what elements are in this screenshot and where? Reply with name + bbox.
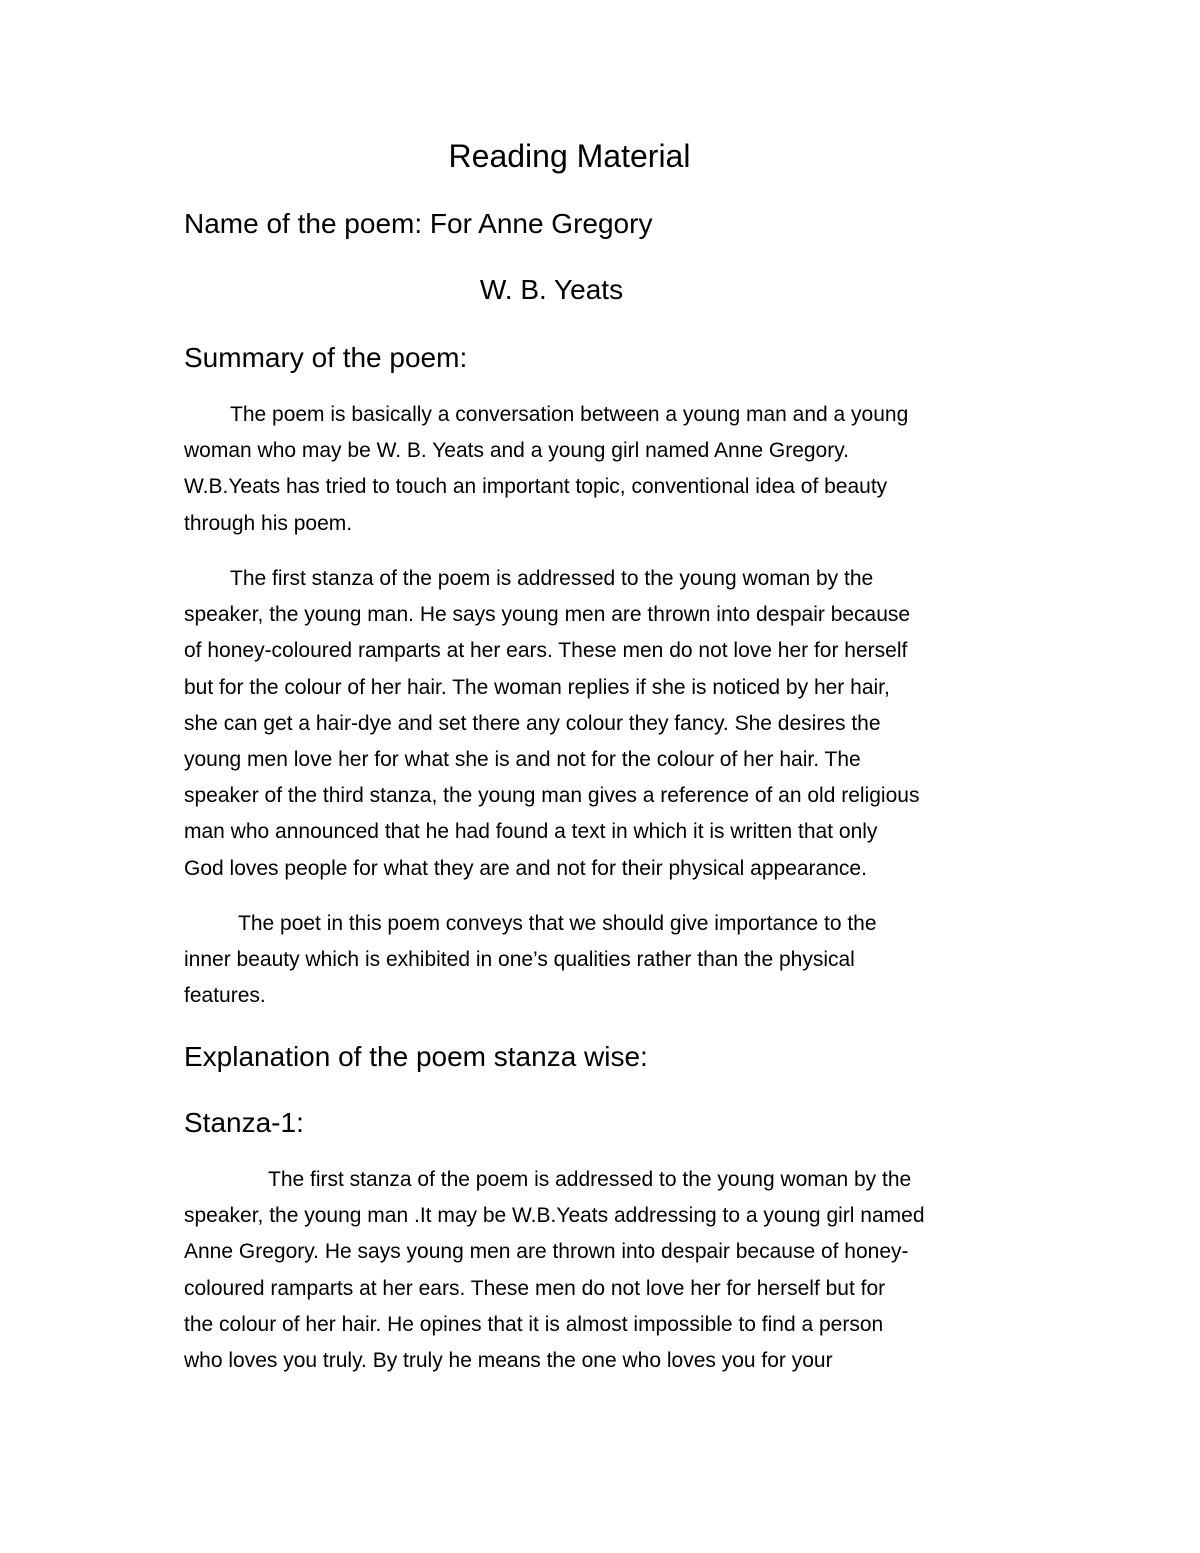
text-line: of honey-coloured ramparts at her ears. These men do not love her for herself bbox=[184, 639, 908, 663]
stanza-1-heading: Stanza-1: bbox=[184, 1107, 304, 1138]
text-line: who loves you truly. By truly he means the one who loves you for your bbox=[184, 1349, 833, 1373]
text-line: The poem is basically a conversation between a young man and a young bbox=[230, 403, 909, 426]
summary-paragraph-1 bbox=[184, 397, 1024, 542]
text-line: man who announced that he had found a text in which it is written that only bbox=[184, 820, 878, 844]
text-line: speaker of the third stanza, the young man gives a reference of an old religious bbox=[184, 784, 920, 808]
text-line: God loves people for what they are and not for their physical appearance. bbox=[184, 856, 867, 880]
text-line: The poet in this poem conveys that we should give importance to the bbox=[238, 912, 877, 935]
text-line: she can get a hair-dye and set there any colour they fancy. She desires the bbox=[184, 711, 881, 735]
text-line: speaker, the young man .It may be W.B.Yeats addressing to a young girl named bbox=[184, 1204, 925, 1228]
text-line: speaker, the young man. He says young men are thrown into despair because bbox=[184, 603, 911, 627]
text-line: but for the colour of her hair. The woman replies if she is noticed by her hair, bbox=[184, 675, 890, 699]
summary-paragraph-2 bbox=[184, 561, 1024, 887]
text-line: inner beauty which is exhibited in one’s qualities rather than the physical bbox=[184, 948, 855, 972]
text-line: woman who may be W. B. Yeats and a young girl named Anne Gregory. bbox=[184, 439, 849, 463]
text-line: young men love her for what she is and not for the colour of her hair. The bbox=[184, 748, 861, 772]
text-line: features. bbox=[184, 984, 266, 1008]
poem-name: Name of the poem: For Anne Gregory bbox=[184, 208, 653, 239]
stanza-1-paragraph bbox=[184, 1162, 1024, 1379]
text-line: through his poem. bbox=[184, 511, 353, 535]
text-line: W.B.Yeats has tried to touch an important topic, conventional idea of beauty bbox=[184, 475, 888, 499]
text-line: coloured ramparts at her ears. These men do not love her for herself but for bbox=[184, 1276, 886, 1300]
text-line: The first stanza of the poem is addressed to the young woman by the bbox=[268, 1168, 912, 1191]
summary-heading: Summary of the poem: bbox=[184, 342, 468, 373]
poem-author: W. B. Yeats bbox=[479, 274, 624, 305]
text-line: Anne Gregory. He says young men are thrown into despair because of honey- bbox=[184, 1240, 909, 1264]
text-line: the colour of her hair. He opines that it is almost impossible to find a person bbox=[184, 1312, 884, 1336]
page-title: Reading Material bbox=[448, 138, 691, 174]
summary-paragraph-3 bbox=[184, 906, 1024, 1015]
explanation-heading: Explanation of the poem stanza wise: bbox=[184, 1041, 648, 1072]
text-line: The first stanza of the poem is addressed to the young woman by the bbox=[230, 567, 874, 590]
